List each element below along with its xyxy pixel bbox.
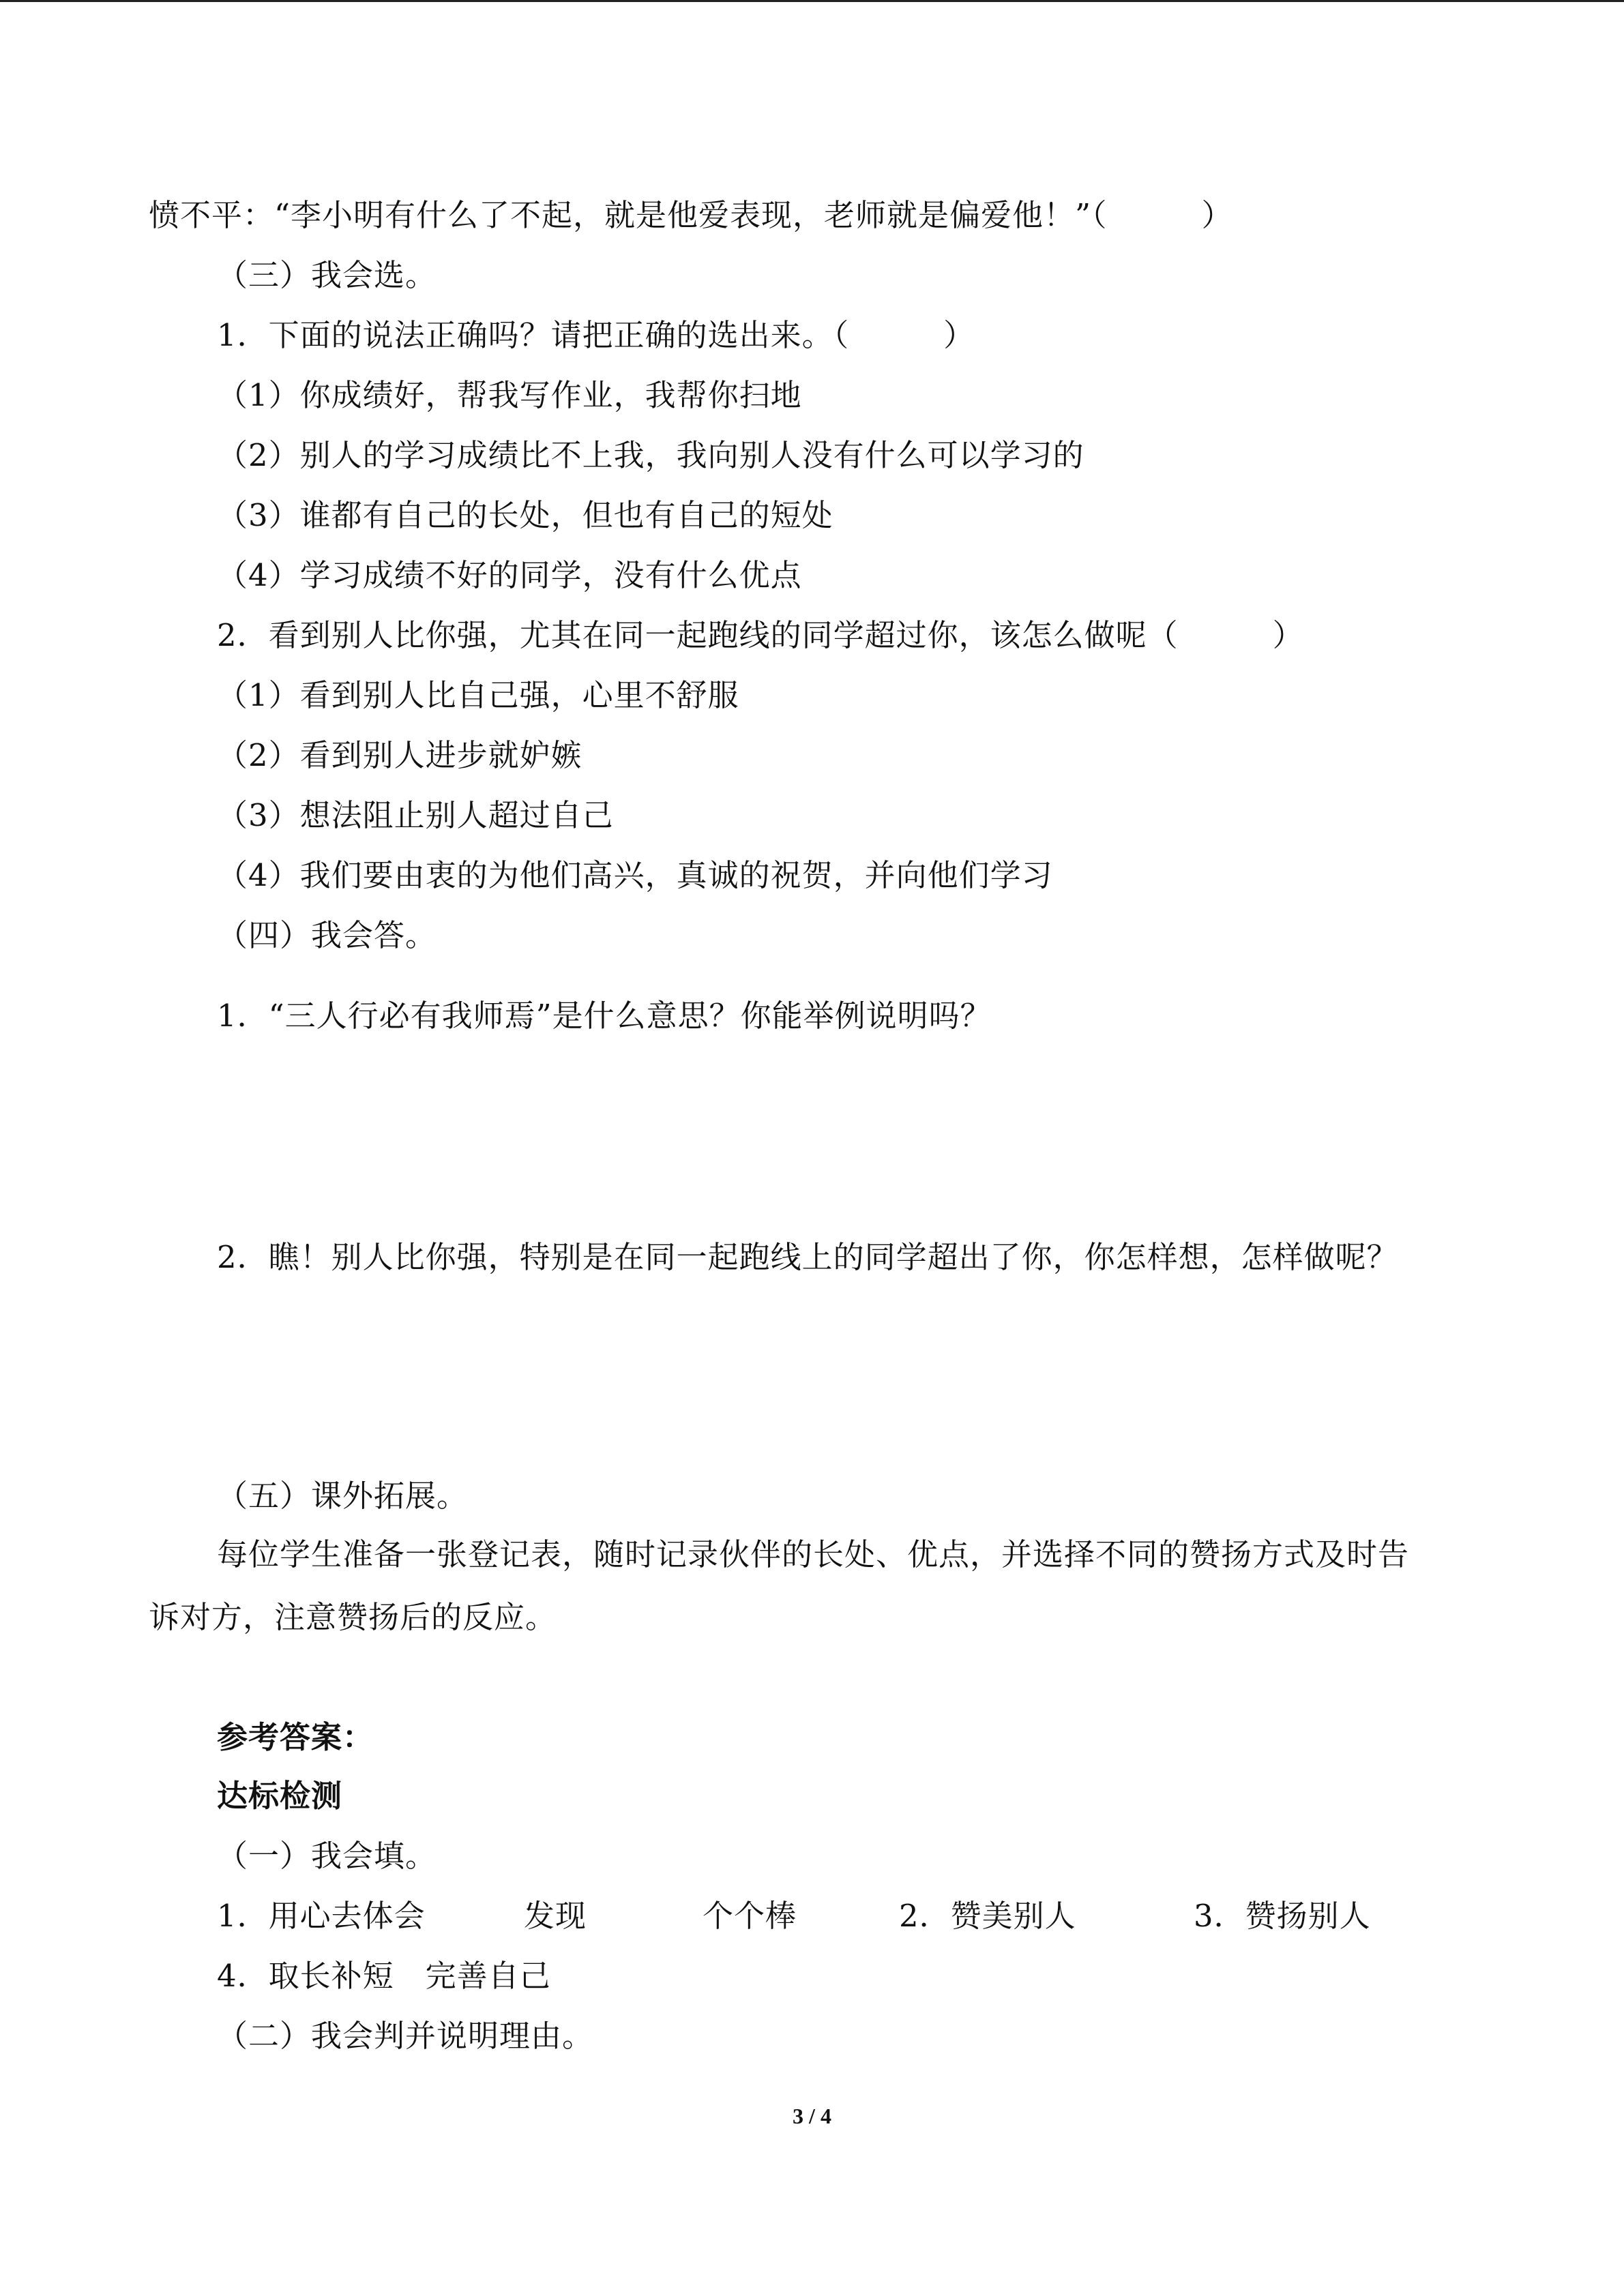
choose-q2-option: （2）看到别人进步就妒嫉 <box>217 737 582 773</box>
answer-question-1: 1．“三人行必有我师焉”是什么意思？你能举例说明吗？ <box>217 998 992 1034</box>
section-heading-choose: （三）我会选。 <box>217 257 437 293</box>
fill-answer: 3．赞扬别人 <box>1194 1898 1371 1934</box>
answer-question-2: 2．瞧！别人比你强，特别是在同一起跑线上的同学超出了你，你怎样想，怎样做呢？ <box>217 1239 1398 1275</box>
fill-answer-row-2: 4．取长补短 完善自己 <box>217 1958 551 1994</box>
choose-q2-option: （3）想法阻止别人超过自己 <box>217 797 614 833</box>
answers-title: 参考答案： <box>217 1719 374 1755</box>
page-number: 3 / 4 <box>793 2104 831 2128</box>
question-continuation: 愤不平：“李小明有什么了不起，就是他爱表现，老师就是偏爱他！”（ ） <box>149 197 1233 233</box>
answer-heading-fill: （一）我会填。 <box>217 1838 437 1874</box>
choose-q2-option: （1）看到别人比自己强，心里不舒服 <box>217 677 739 713</box>
fill-answer: 2．赞美别人 <box>899 1898 1076 1934</box>
fill-answer: 个个棒 <box>703 1898 797 1934</box>
choose-q1-option: （3）谁都有自己的长处，但也有自己的短处 <box>217 497 833 533</box>
page-top-border <box>0 0 1624 2</box>
answer-heading-judge: （二）我会判并说明理由。 <box>217 2018 594 2054</box>
fill-answer: 发现 <box>524 1898 587 1934</box>
fill-answer: 1．用心去体会 <box>217 1898 426 1934</box>
choose-q1-option: （1）你成绩好，帮我写作业，我帮你扫地 <box>217 377 802 413</box>
answers-subtitle: 达标检测 <box>217 1778 343 1814</box>
choose-question-2: 2．看到别人比你强，尤其在同一起跑线的同学超过你，该怎么做呢（ ） <box>217 617 1304 653</box>
section-heading-extension: （五）课外拓展。 <box>217 1478 469 1514</box>
choose-q2-option: （4）我们要由衷的为他们高兴，真诚的祝贺，并向他们学习 <box>217 857 1053 893</box>
extension-paragraph-line: 每位学生准备一张登记表，随时记录伙伴的长处、优点，并选择不同的赞扬方式及时告 <box>217 1536 1410 1572</box>
extension-paragraph-line: 诉对方，注意赞扬后的反应。 <box>149 1599 557 1635</box>
choose-q1-option: （2）别人的学习成绩比不上我，我向别人没有什么可以学习的 <box>217 437 1084 473</box>
choose-q1-option: （4）学习成绩不好的同学，没有什么优点 <box>217 557 802 593</box>
section-heading-answer: （四）我会答。 <box>217 917 437 953</box>
choose-question-1: 1．下面的说法正确吗？请把正确的选出来。（ ） <box>217 317 975 353</box>
